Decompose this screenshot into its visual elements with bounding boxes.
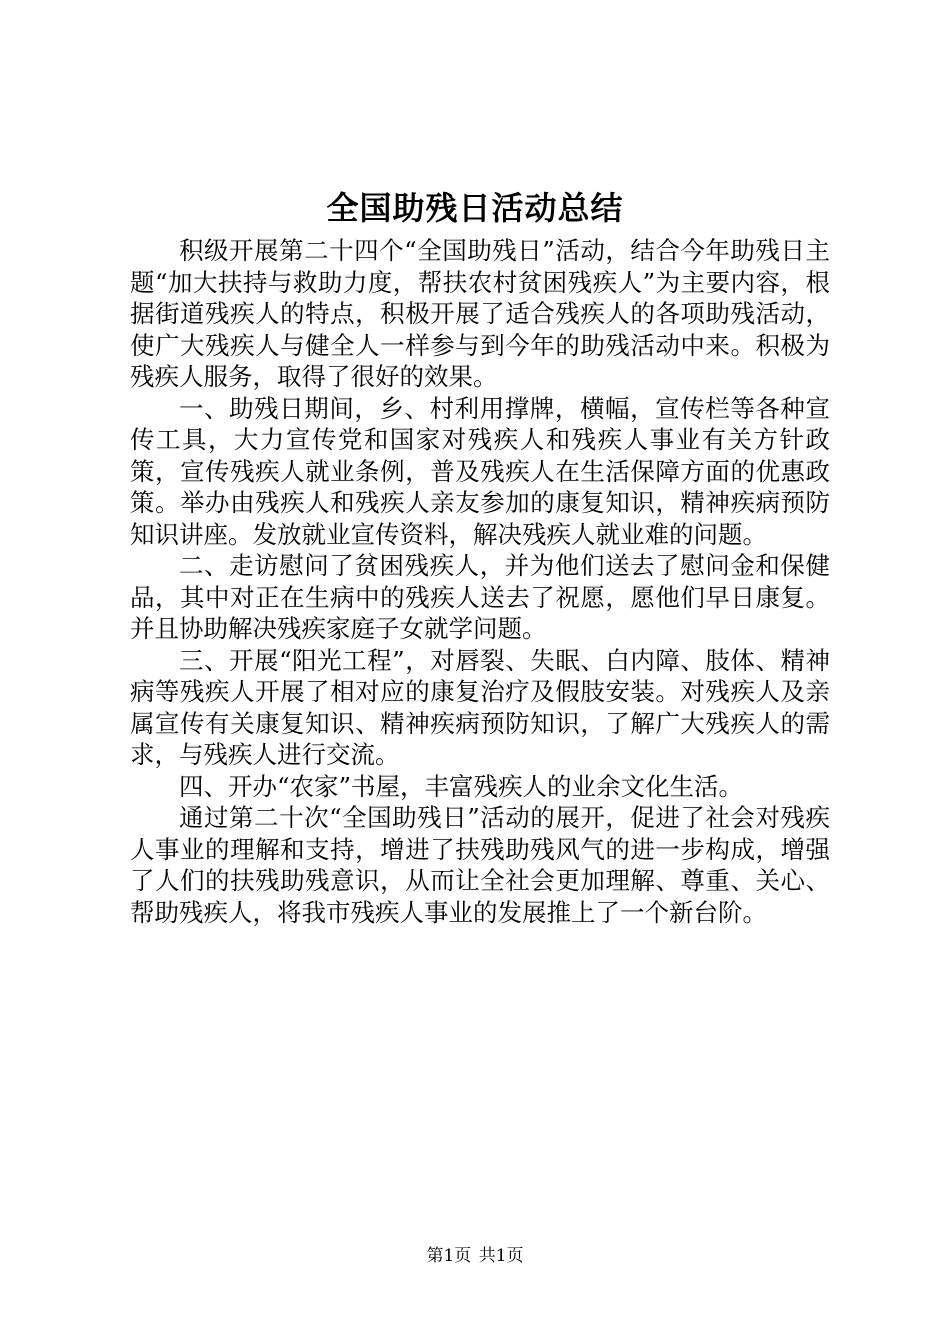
document-body xyxy=(130,235,830,928)
paragraph-intro: 积级开展第二十四个“全国助残日”活动，结合今年助残日主题“加大扶持与救助力度，帮扶农村贫困残疾人”为主要内容，根据街道残疾人的特点，积极开展了适合残疾人的各项助残活动，使广大残疾人与健全人一样参与到今年的助残活动中来。积极为残疾人服务，取得了很好的效果。 xyxy=(130,236,830,391)
paragraph-item-2: 二、走访慰问了贫困残疾人，并为他们送去了慰问金和保健品，其中对正在生病中的残疾人送去了祝愿，愿他们早日康复。并且协助解决残疾家庭子女就学问题。 xyxy=(130,551,830,643)
paragraph-item-4: 四、开办“农家”书屋，丰富残疾人的业余文化生活。 xyxy=(179,771,744,801)
paragraph-item-3: 三、开展“阳光工程”，对唇裂、失眠、白内障、肢体、精神病等残疾人开展了相对应的康复治疗及假肢安装。对残疾人及亲属宣传有关康复知识、精神疾病预防知识，了解广大残疾人的需求，与残疾人进行交流。 xyxy=(130,645,830,769)
page-footer: 第1页 共1页 xyxy=(426,1246,524,1266)
paragraph-conclusion: 通过第二十次“全国助残日”活动的展开，促进了社会对残疾人事业的理解和支持，增进了扶残助残风气的进一步构成，增强了人们的扶残助残意识，从而让全社会更加理解、尊重、关心、帮助残疾人，将我市残疾人事业的发展推上了一个新台阶。 xyxy=(130,803,830,927)
paragraph-item-1: 一、助残日期间，乡、村利用撑牌，横幅，宣传栏等各种宣传工具，大力宣传党和国家对残疾人和残疾人事业有关方针政策，宣传残疾人就业条例，普及残疾人在生活保障方面的优惠政策。举办由残疾人和残疾人亲友参加的康复知识，精神疾病预防知识讲座。发放就业宣传资料，解决残疾人就业难的问题。 xyxy=(130,393,830,549)
document-title: 全国助残日活动总结 xyxy=(326,189,624,227)
